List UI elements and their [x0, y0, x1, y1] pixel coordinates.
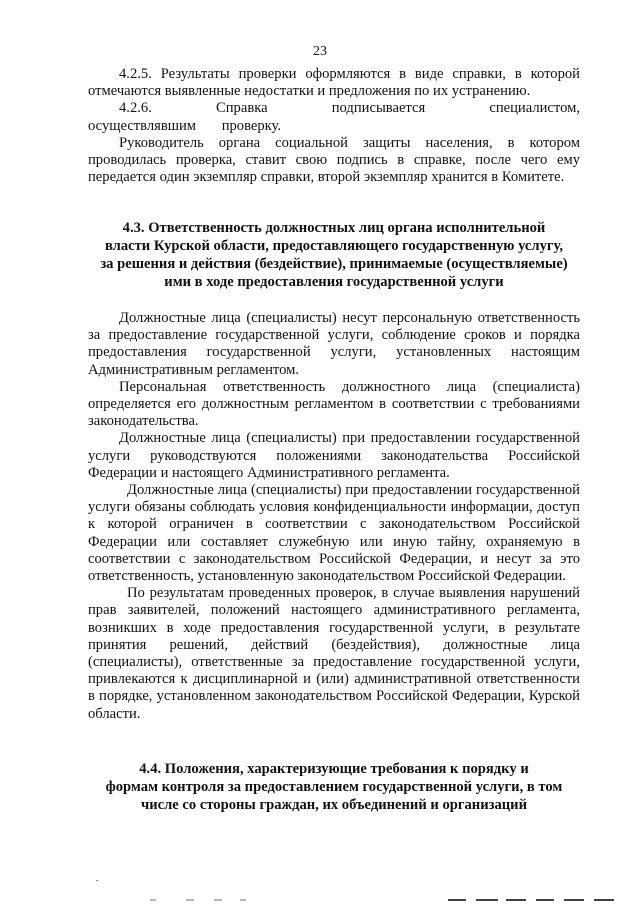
section-4-3-title-line-3: за решения и действия (бездействие), принимаемые (осуществляемые) — [100, 256, 568, 272]
paragraph-job-regulation: Персональная ответственность должностного лица (специалиста) определяется его должностным регламентом в соответствии с требованиями законодательства. — [88, 378, 580, 430]
page-number: 23 — [313, 44, 327, 59]
paragraph-personal-responsibility: Должностные лица (специалисты) несут персональную ответственность за предоставление государственной услуги, соблюдение сроков и порядка предоставления государственной услуги, установленных настоящим Административным регламентом. — [88, 310, 580, 378]
section-4-3-title-line-2: власти Курской области, предоставляющего государственную услугу, — [104, 238, 564, 254]
paragraph-confidentiality: Должностные лица (специалисты) при предоставлении государственной услуги обязаны соблюдать условия конфиденциальности информации, доступ к которой ограничен в соответствии с законодательством Российской Федерации или составляет служебную или иную тайну, охраняемую в соответствии с законодательством Российской Федерации, и несут за это ответственность, установленную законодательством Российской Федерации. — [88, 482, 580, 585]
scan-speck — [96, 880, 98, 881]
section-4-3-text — [88, 310, 580, 723]
paragraph-4-2-5: 4.2.5. Результаты проверки оформляются в виде справки, в которой отмечаются выявленные недостатки и предложения по их устранению. — [88, 66, 580, 100]
section-4-3-title-line-4: ими в ходе предоставления государственной услуги — [164, 274, 504, 290]
paragraph-4-2-6: 4.2.6. Справка подписывается специалистом, осуществлявшим проверку. — [88, 100, 580, 134]
section-4-3-title — [88, 219, 580, 291]
paragraph-head-signature: Руководитель органа социальной защиты населения, в котором проводилась проверка, ставит свою подпись в справке, после чего ему передается один экземпляр справки, второй экземпляр хранится в Комитете. — [88, 134, 580, 186]
section-4-3-title-line-1: 4.3. Ответственность должностных лиц органа исполнительной — [122, 220, 546, 236]
scan-edge-marks — [0, 896, 640, 905]
section-4-4-title-line-2: формам контроля за предоставлением государственной услуги, в том — [105, 779, 563, 795]
paragraph-violations: По результатам проведенных проверок, в случае выявления нарушений прав заявителей, положений настоящего административного регламента, возникших в ходе предоставления государственной услуги, в результате принятия решений, действий (бездействия), должностные лица (специалисты), ответственные за предоставление государственной услуги, привлекаются к дисциплинарной и (или) административной ответственности в порядке, установленном законодательством Российской Федерации, Курской области. — [88, 585, 580, 722]
section-4-4-title-line-3: числе со стороны граждан, их объединений и организаций — [140, 797, 527, 813]
paragraph-legislation-guidance: Должностные лица (специалисты) при предоставлении государственной услуги руководствуются положениями законодательства Российской Федерации и настоящего Административного регламента. — [88, 430, 580, 481]
section-4-4-title-line-1: 4.4. Положения, характеризующие требования к порядку и — [139, 761, 529, 777]
section-4-2-text — [88, 66, 580, 186]
section-4-4-title — [88, 760, 580, 814]
